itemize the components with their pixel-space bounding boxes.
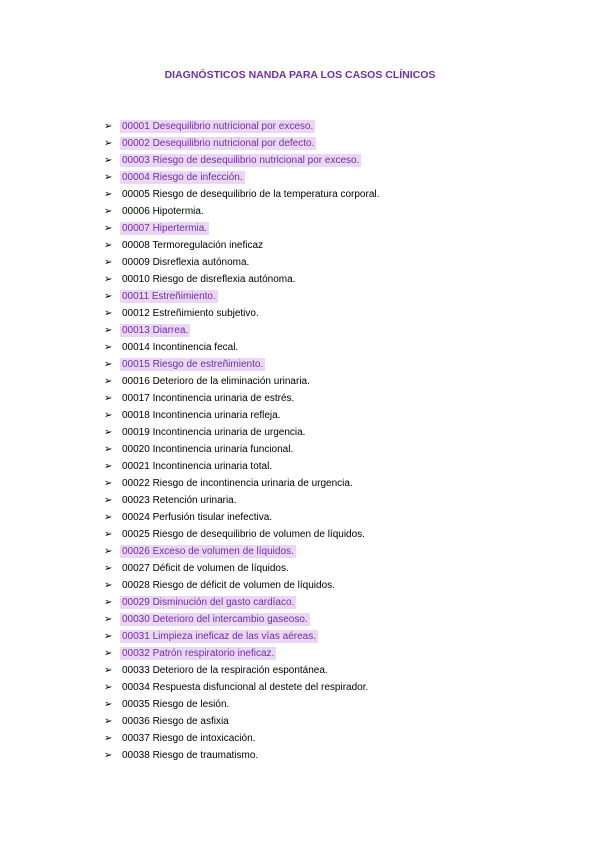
diagnosis-text: 00018 Incontinencia urinaria refleja. [122, 410, 281, 421]
arrow-bullet-icon: ➢ [104, 138, 113, 149]
diagnosis-text: 00003 Riesgo de desequilibrio nutricional por exceso. [122, 155, 360, 166]
arrow-bullet-icon: ➢ [104, 308, 113, 319]
diagnosis-text: 00023 Retención urinaria. [122, 495, 237, 506]
arrow-bullet-icon: ➢ [104, 529, 113, 540]
arrow-bullet-icon: ➢ [104, 546, 113, 557]
diagnosis-text: 00007 Hipertermia. [122, 223, 208, 234]
arrow-bullet-icon: ➢ [104, 631, 113, 642]
list-item [104, 730, 381, 747]
diagnosis-text: 00020 Incontinencia urinaria funcional. [122, 444, 294, 455]
list-item [104, 271, 381, 288]
list-item [104, 611, 381, 628]
diagnosis-text: 00033 Deterioro de la respiración espontánea. [122, 665, 328, 676]
list-item [104, 628, 381, 645]
arrow-bullet-icon: ➢ [104, 240, 113, 251]
list-item [104, 594, 381, 611]
list-item [104, 662, 381, 679]
diagnosis-text: 00024 Perfusión tisular inefectiva. [122, 512, 273, 523]
arrow-bullet-icon: ➢ [104, 155, 113, 166]
arrow-bullet-icon: ➢ [104, 580, 113, 591]
arrow-bullet-icon: ➢ [104, 750, 113, 761]
list-item [104, 713, 381, 730]
arrow-bullet-icon: ➢ [104, 444, 113, 455]
diagnosis-text: 00038 Riesgo de traumatismo. [122, 750, 259, 761]
list-item [104, 475, 381, 492]
list-item [104, 288, 381, 305]
diagnosis-text: 00022 Riesgo de incontinencia urinaria de urgencia. [122, 478, 353, 489]
list-item [104, 747, 381, 764]
diagnosis-text: 00011 Estreñimiento. [122, 291, 216, 302]
list-item [104, 356, 381, 373]
list-item [104, 645, 381, 662]
arrow-bullet-icon: ➢ [104, 648, 113, 659]
list-item [104, 679, 381, 696]
list-item [104, 696, 381, 713]
diagnosis-text: 00016 Deterioro de la eliminación urinaria. [122, 376, 310, 387]
list-item [104, 441, 381, 458]
diagnosis-text: 00025 Riesgo de desequilibrio de volumen de líquidos. [122, 529, 365, 540]
arrow-bullet-icon: ➢ [104, 478, 113, 489]
arrow-bullet-icon: ➢ [104, 495, 113, 506]
diagnosis-text: 00021 Incontinencia urinaria total. [122, 461, 273, 472]
arrow-bullet-icon: ➢ [104, 291, 113, 302]
arrow-bullet-icon: ➢ [104, 274, 113, 285]
diagnosis-text: 00028 Riesgo de déficit de volumen de líquidos. [122, 580, 335, 591]
arrow-bullet-icon: ➢ [104, 682, 113, 693]
arrow-bullet-icon: ➢ [104, 410, 113, 421]
diagnosis-text: 00010 Riesgo de disreflexia autónoma. [122, 274, 296, 285]
diagnosis-text: 00037 Riesgo de intoxicación. [122, 733, 256, 744]
diagnosis-text: 00027 Déficit de volumen de líquidos. [122, 563, 289, 574]
diagnosis-text: 00015 Riesgo de estreñimiento. [122, 359, 264, 370]
arrow-bullet-icon: ➢ [104, 716, 113, 727]
list-item [104, 509, 381, 526]
arrow-bullet-icon: ➢ [104, 699, 113, 710]
arrow-bullet-icon: ➢ [104, 342, 113, 353]
list-item [104, 152, 381, 169]
arrow-bullet-icon: ➢ [104, 206, 113, 217]
list-item [104, 339, 381, 356]
arrow-bullet-icon: ➢ [104, 597, 113, 608]
diagnosis-text: 00012 Estreñimiento subjetivo. [122, 308, 259, 319]
diagnosis-text: 00026 Exceso de volumen de líquidos. [122, 546, 294, 557]
diagnosis-text: 00013 Diarrea. [122, 325, 189, 336]
arrow-bullet-icon: ➢ [104, 376, 113, 387]
arrow-bullet-icon: ➢ [104, 427, 113, 438]
diagnosis-text: 00008 Termoregulación ineficaz [122, 240, 264, 251]
diagnosis-text: 00036 Riesgo de asfixia [122, 716, 229, 727]
arrow-bullet-icon: ➢ [104, 172, 113, 183]
page-title: DIAGNÓSTICOS NANDA PARA LOS CASOS CLÍNICOS [164, 69, 436, 81]
diagnosis-text: 00014 Incontinencia fecal. [122, 342, 239, 353]
list-item [104, 305, 381, 322]
diagnosis-text: 00017 Incontinencia urinaria de estrés. [122, 393, 295, 404]
list-item [104, 203, 381, 220]
diagnosis-text: 00006 Hipotermia. [122, 206, 204, 217]
list-item [104, 373, 381, 390]
arrow-bullet-icon: ➢ [104, 733, 113, 744]
list-item [104, 543, 381, 560]
list-item [104, 407, 381, 424]
diagnosis-text: 00009 Disreflexia autónoma. [122, 257, 250, 268]
arrow-bullet-icon: ➢ [104, 223, 113, 234]
arrow-bullet-icon: ➢ [104, 461, 113, 472]
list-item [104, 186, 381, 203]
arrow-bullet-icon: ➢ [104, 393, 113, 404]
list-item [104, 560, 381, 577]
list-item [104, 135, 381, 152]
arrow-bullet-icon: ➢ [104, 189, 113, 200]
list-item [104, 118, 381, 135]
list-item [104, 458, 381, 475]
diagnosis-text: 00004 Riesgo de infección. [122, 172, 243, 183]
diagnosis-text: 00030 Deterioro del intercambio gaseoso. [122, 614, 308, 625]
list-item [104, 237, 381, 254]
diagnosis-text: 00005 Riesgo de desequilibrio de la temperatura corporal. [122, 189, 380, 200]
arrow-bullet-icon: ➢ [104, 325, 113, 336]
diagnosis-list [104, 118, 381, 764]
diagnosis-text: 00035 Riesgo de lesión. [122, 699, 230, 710]
arrow-bullet-icon: ➢ [104, 512, 113, 523]
diagnosis-text: 00031 Limpieza ineficaz de las vías aéreas. [122, 631, 317, 642]
diagnosis-text: 00002 Desequilibrio nutricional por defecto. [122, 138, 315, 149]
arrow-bullet-icon: ➢ [104, 257, 113, 268]
arrow-bullet-icon: ➢ [104, 563, 113, 574]
list-item [104, 577, 381, 594]
diagnosis-text: 00029 Disminución del gasto cardíaco. [122, 597, 295, 608]
list-item [104, 169, 381, 186]
list-item [104, 322, 381, 339]
diagnosis-text: 00034 Respuesta disfuncional al destete del respirador. [122, 682, 369, 693]
list-item [104, 220, 381, 237]
list-item [104, 492, 381, 509]
list-item [104, 254, 381, 271]
diagnosis-text: 00001 Desequilibrio nutricional por exceso. [122, 121, 314, 132]
list-item [104, 390, 381, 407]
diagnosis-text: 00019 Incontinencia urinaria de urgencia. [122, 427, 306, 438]
list-item [104, 526, 381, 543]
arrow-bullet-icon: ➢ [104, 359, 113, 370]
arrow-bullet-icon: ➢ [104, 665, 113, 676]
arrow-bullet-icon: ➢ [104, 614, 113, 625]
diagnosis-text: 00032 Patrón respiratorio ineficaz. [122, 648, 275, 659]
list-item [104, 424, 381, 441]
arrow-bullet-icon: ➢ [104, 121, 113, 132]
